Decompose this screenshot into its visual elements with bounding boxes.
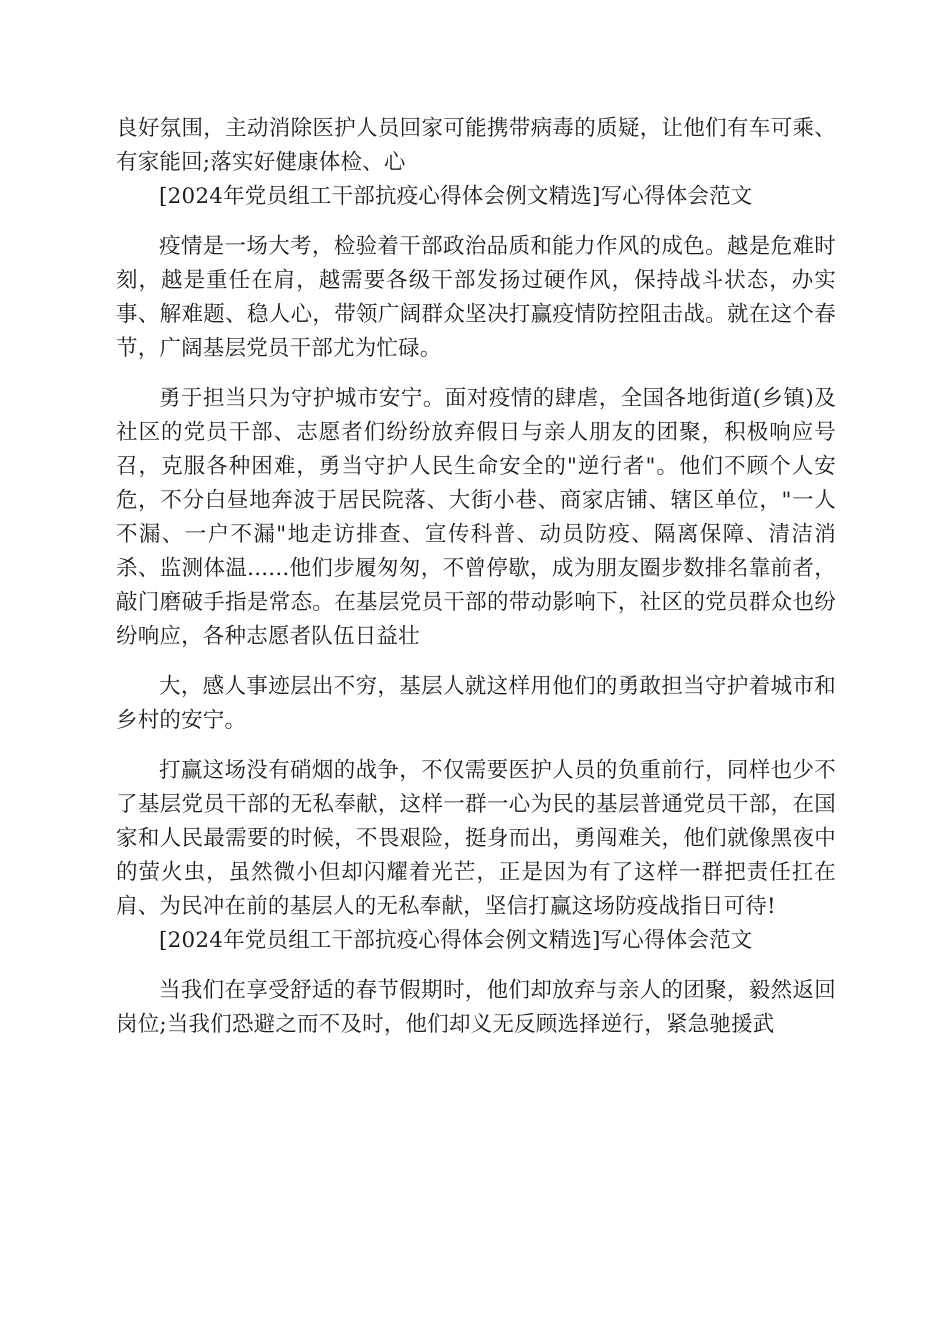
paragraph-selfless-dedication: 打赢这场没有硝烟的战争，不仅需要医护人员的负重前行，同样也少不了基层党员干部的无私奉献，这样一群一心为民的基层普通党员干部，在国家和人民最需要的时候，不畏艰险，挺身而出，勇闯难关，他们就像黑夜中的萤火虫，虽然微小但却闪耀着光芒，正是因为有了这样一群把责任扛在肩、为民冲在前的基层人的无私奉献，坚信打赢这场防疫战指日可待!	[116, 758, 836, 919]
paragraph-touching-deeds: 大，感人事迹层出不穷，基层人就这样用他们的勇敢担当守护着城市和乡村的安宁。	[116, 674, 836, 733]
document-page	[116, 112, 836, 1042]
paragraph-guarding-city: 勇于担当只为守护城市安宁。面对疫情的肆虐，全国各地街道(乡镇)及社区的党员干部、志愿者们纷纷放弃假日与亲人朋友的团聚，积极响应号召，克服各种困难，勇当守护人民生命安全的"逆行者"。他们不顾个人安危，不分白昼地奔波于居民院落、大街小巷、商家店铺、辖区单位，"一人不漏、一户不漏"地走访排查、宣传科普、动员防疫、隔离保障、清洁消杀、监测体温......他们步履匆匆，不曾停歇，成为朋友圈步数排名靠前者，敲门磨破手指是常态。在基层党员干部的带动影响下，社区的党员群众也纷纷响应，各种志愿者队伍日益壮	[116, 386, 836, 649]
paragraph-continued: 良好氛围，主动消除医护人员回家可能携带病毒的质疑，让他们有车可乘、有家能回;落实好健康体检、心	[116, 116, 836, 175]
section-heading-1: [2024年党员组工干部抗疫心得体会例文精选]写心得体会范文	[159, 184, 753, 209]
paragraph-epidemic-test: 疫情是一场大考，检验着干部政治品质和能力作风的成色。越是危难时刻，越是重任在肩，越需要各级干部发扬过硬作风，保持战斗状态，办实事、解难题、稳人心，带领广阔群众坚决打赢疫情防控阻击战。就在这个春节，广阔基层党员干部尤为忙碌。	[116, 234, 836, 361]
section-heading-2: [2024年党员组工干部抗疫心得体会例文精选]写心得体会范文	[159, 928, 753, 953]
paragraph-holiday-return: 当我们在享受舒适的春节假期时，他们却放弃与亲人的团聚，毅然返回岗位;当我们恐避之而不及时，他们却义无反顾选择逆行，紧急驰援武	[116, 978, 836, 1037]
